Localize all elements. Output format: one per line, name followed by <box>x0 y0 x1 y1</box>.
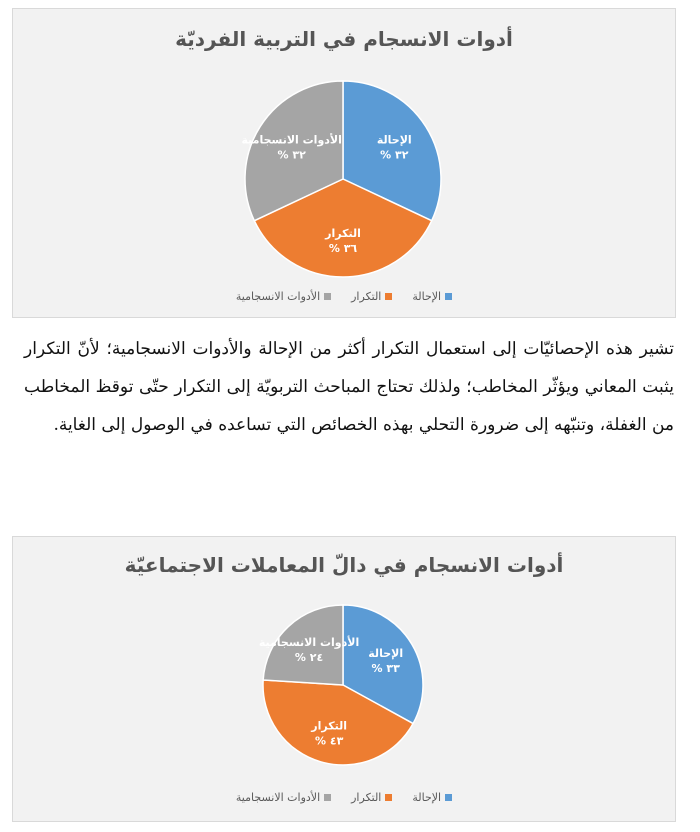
chart-1 <box>12 8 676 318</box>
slice-category-label-ihala: الإحالة <box>368 646 404 660</box>
body-paragraph: تشير هذه الإحصائيّات إلى استعمال التكرار أكثر من الإحالة والأدوات الانسجامية؛ لأنّ التكرار يثبت المعاني ويؤثّر المخاطب؛ ولذلك تحتاج المباحث التربويّة إلى التكرار حتّى توقظ المخاطب من الغفلة، وتنبّهه إلى ضرورة التحلي بهذه الخصائص التي تساعده في الوصول إلى الغاية. <box>24 339 674 435</box>
chart-2-pie <box>13 537 677 823</box>
legend-label-insijam: الأدوات الانسجامية <box>235 791 321 804</box>
legend-item-insijam <box>236 290 331 303</box>
legend-swatch-takrar <box>385 293 392 300</box>
legend-label-takrar: التكرار <box>351 290 382 303</box>
chart-1-legend <box>13 290 675 303</box>
slice-category-label-takrar: التكرار <box>325 226 361 240</box>
slice-category-label-insijam: الأدوات الانسجامية <box>241 133 342 147</box>
legend-swatch-ihala <box>445 293 452 300</box>
slice-value-label-ihala: ٣٢ % <box>380 148 409 162</box>
legend-swatch-ihala <box>445 794 452 801</box>
legend-swatch-insijam <box>324 794 331 801</box>
legend-swatch-insijam <box>324 293 331 300</box>
legend-item-ihala <box>412 791 452 804</box>
slice-category-label-insijam: الأدوات الانسجامية <box>258 635 360 649</box>
legend-item-ihala <box>412 290 452 303</box>
slice-value-label-insijam: ٢٤ % <box>294 650 324 664</box>
slice-value-label-insijam: ٣٢ % <box>277 148 306 162</box>
chart-2-title: أدوات الانسجام في دالّ المعاملات الاجتماعيّة <box>124 553 564 577</box>
legend-label-insijam: الأدوات الانسجامية <box>235 290 321 303</box>
legend-item-takrar <box>351 290 392 303</box>
legend-label-ihala: الإحالة <box>412 791 442 804</box>
legend-item-insijam <box>236 791 331 804</box>
chart-2 <box>12 536 676 822</box>
slice-category-label-takrar: التكرار <box>311 719 348 733</box>
chart-2-legend <box>13 791 675 804</box>
slice-value-label-takrar: ٣٦ % <box>328 241 358 255</box>
slice-category-label-ihala: الإحالة <box>376 133 412 147</box>
legend-label-ihala: الإحالة <box>412 290 442 303</box>
chart-1-pie <box>13 9 677 319</box>
chart-1-title: أدوات الانسجام في التربية الفرديّة <box>175 27 513 51</box>
legend-label-takrar: التكرار <box>351 791 382 804</box>
slice-value-label-ihala: ٣٣ % <box>371 661 400 675</box>
legend-swatch-takrar <box>385 794 392 801</box>
legend-item-takrar <box>351 791 392 804</box>
slice-value-label-takrar: ٤٣ % <box>315 734 344 748</box>
